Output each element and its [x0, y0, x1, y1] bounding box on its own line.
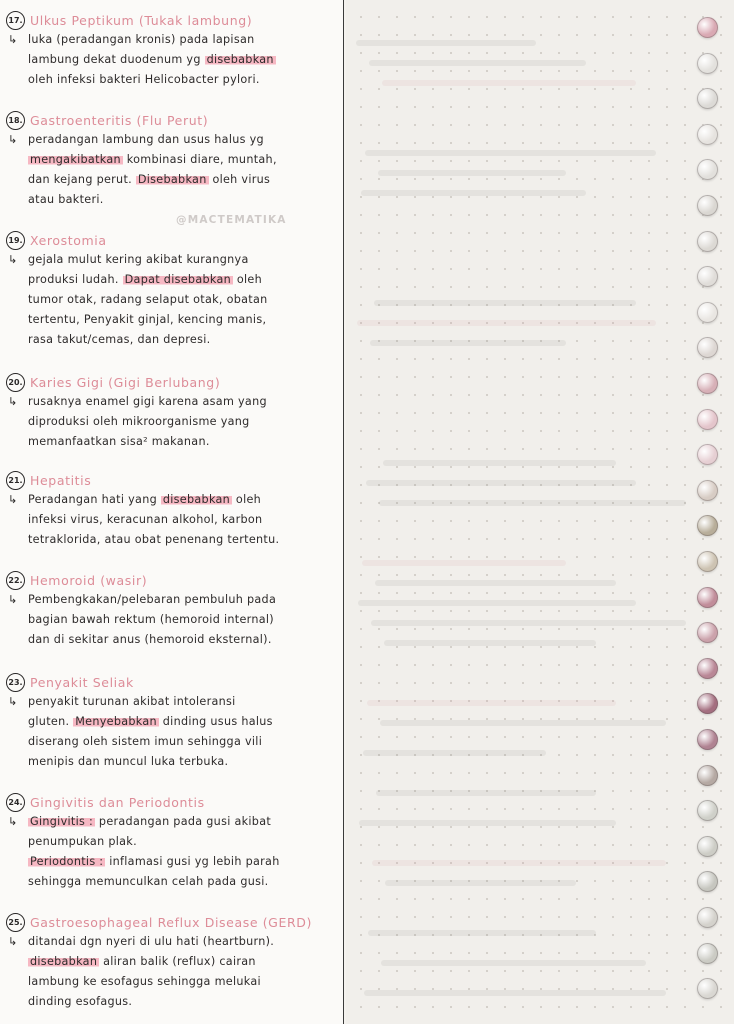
round-sticker: [697, 551, 718, 572]
highlighted-term: mengakibatkan: [30, 153, 121, 166]
arrow-icon: ↳: [8, 133, 18, 146]
show-through-text: [368, 930, 596, 936]
show-through-text: [358, 600, 636, 606]
entry-number: 19.: [6, 231, 25, 250]
entry-25: [6, 912, 342, 1012]
line-text: infeksi virus, keracunan alkohol, karbon: [28, 513, 263, 526]
line-text: lambung dekat duodenum yg: [28, 53, 205, 66]
entry-line: [6, 490, 342, 510]
arrow-icon: ↳: [8, 493, 18, 506]
entry-number: 18.: [6, 111, 25, 130]
line-text: penumpukan plak.: [28, 835, 137, 848]
round-sticker: [697, 836, 718, 857]
entry-title: Gastroesophageal Reflux Disease (GERD): [30, 914, 312, 930]
entry-title: Karies Gigi (Gigi Berlubang): [30, 374, 221, 390]
entry-line: [6, 992, 342, 1012]
entry-24: [6, 792, 342, 892]
line-text: rusaknya enamel gigi karena asam yang: [28, 395, 267, 408]
round-sticker: [697, 17, 718, 38]
line-text: Pembengkakan/pelebaran pembuluh pada: [28, 593, 277, 606]
entry-line: [6, 510, 342, 530]
entry-line: [6, 812, 342, 832]
entry-title: Gingivitis dan Periodontis: [30, 794, 205, 810]
show-through-text: [384, 640, 596, 646]
entry-line: [6, 752, 342, 772]
round-sticker: [697, 195, 718, 216]
entry-title: Gastroenteritis (Flu Perut): [30, 112, 209, 128]
line-text: inflamasi gusi yg lebih parah: [105, 855, 280, 868]
show-through-text: [364, 990, 666, 996]
highlighted-term: disebabkan: [162, 493, 231, 506]
entry-line: [6, 872, 342, 892]
entry-line: [6, 190, 342, 210]
line-text: gejala mulut kering akibat kurangnya: [28, 253, 249, 266]
line-text: peradangan pada gusi akibat: [95, 815, 272, 828]
round-sticker: [697, 53, 718, 74]
entry-number: 21.: [6, 471, 25, 490]
show-through-text: [380, 720, 666, 726]
entry-number: 24.: [6, 793, 25, 812]
entry-title-row: [6, 110, 342, 130]
line-text: dinding usus halus: [158, 715, 273, 728]
entry-line: [6, 392, 342, 412]
entry-17: [6, 10, 342, 90]
show-through-text: [362, 560, 566, 566]
round-sticker: [697, 302, 718, 323]
show-through-text: [366, 480, 636, 486]
entry-line: [6, 952, 342, 972]
round-sticker: [697, 907, 718, 928]
entry-line: [6, 30, 342, 50]
entry-number: 25.: [6, 913, 25, 932]
entry-line: [6, 432, 342, 452]
entry-number: 17.: [6, 11, 25, 30]
line-text: Peradangan hati yang: [28, 493, 161, 506]
entry-number: 20.: [6, 373, 25, 392]
line-text: peradangan lambung dan usus halus yg: [28, 133, 264, 146]
entry-title-row: [6, 230, 342, 250]
show-through-text: [383, 460, 616, 466]
show-through-text: [381, 960, 646, 966]
entry-line: [6, 932, 342, 952]
highlighted-term: Disebabkan: [137, 173, 207, 186]
arrow-icon: ↳: [8, 33, 18, 46]
entry-line: [6, 310, 342, 330]
highlighted-term: disebabkan: [206, 53, 274, 66]
line-text: dan kejang perut.: [28, 173, 136, 186]
show-through-text: [363, 750, 546, 756]
show-through-text: [357, 320, 656, 326]
entry-title: Penyakit Seliak: [30, 674, 134, 690]
line-text: oleh infeksi bakteri Helicobacter pylori.: [28, 73, 260, 86]
line-text: gluten.: [28, 715, 74, 728]
entry-19: [6, 230, 342, 350]
entry-title-row: [6, 792, 342, 812]
line-text: diproduksi oleh mikroorganisme yang: [28, 415, 250, 428]
line-text: bagian bawah rektum (hemoroid internal): [28, 613, 274, 626]
show-through-text: [359, 820, 616, 826]
show-through-text: [371, 620, 686, 626]
show-through-text: [382, 80, 636, 86]
line-text: dan di sekitar anus (hemoroid eksternal).: [28, 633, 272, 646]
entry-title-row: [6, 570, 342, 590]
entry-title-row: [6, 470, 342, 490]
highlighted-term: Dapat disebabkan: [124, 273, 232, 286]
line-text: oleh: [232, 493, 262, 506]
entry-line: [6, 330, 342, 350]
show-through-text: [369, 60, 586, 66]
entry-line: [6, 630, 342, 650]
entry-line: [6, 170, 342, 190]
entry-number: 22.: [6, 571, 25, 590]
entry-line: [6, 852, 342, 872]
entry-23: [6, 672, 342, 772]
show-through-text: [361, 190, 586, 196]
show-through-text: [375, 580, 616, 586]
round-sticker: [697, 587, 718, 608]
entry-line: [6, 712, 342, 732]
entry-title: Xerostomia: [30, 232, 107, 248]
highlighted-term: Periodontis :: [30, 855, 104, 868]
entry-line: [6, 50, 342, 70]
show-through-text: [365, 150, 656, 156]
round-sticker: [697, 729, 718, 750]
round-sticker: [697, 658, 718, 679]
arrow-icon: ↳: [8, 253, 18, 266]
round-sticker: [697, 943, 718, 964]
line-text: diserang oleh sistem imun sehingga vili: [28, 735, 263, 748]
entry-line: [6, 150, 342, 170]
entry-title-row: [6, 10, 342, 30]
line-text: tumor otak, radang selaput otak, obatan: [28, 293, 268, 306]
line-text: penyakit turunan akibat intoleransi: [28, 695, 236, 708]
show-through-text: [374, 300, 636, 306]
show-through-text: [356, 40, 536, 46]
line-text: tetraklorida, atau obat penenang tertentu.: [28, 533, 280, 546]
show-through-text: [378, 170, 566, 176]
round-sticker: [697, 124, 718, 145]
entry-line: [6, 130, 342, 150]
entry-line: [6, 290, 342, 310]
entry-title-row: [6, 912, 342, 932]
line-text: kombinasi diare, muntah,: [122, 153, 277, 166]
arrow-icon: ↳: [8, 935, 18, 948]
watermark: @MACTEMATIKA: [176, 214, 287, 226]
show-through-text: [370, 340, 566, 346]
highlighted-term: Menyebabkan: [75, 715, 157, 728]
show-through-text: [367, 700, 616, 706]
entry-line: [6, 732, 342, 752]
entry-line: [6, 530, 342, 550]
entry-number: 23.: [6, 673, 25, 692]
line-text: memanfaatkan sisa² makanan.: [28, 435, 210, 448]
line-text: aliran balik (reflux) cairan: [99, 955, 256, 968]
entry-20: [6, 372, 342, 452]
line-text: rasa takut/cemas, dan depresi.: [28, 333, 211, 346]
line-text: oleh virus: [208, 173, 271, 186]
entry-title-row: [6, 672, 342, 692]
line-text: lambung ke esofagus sehingga melukai: [28, 975, 261, 988]
entry-line: [6, 590, 342, 610]
arrow-icon: ↳: [8, 395, 18, 408]
line-text: menipis dan muncul luka terbuka.: [28, 755, 229, 768]
entry-line: [6, 972, 342, 992]
entry-title-row: [6, 372, 342, 392]
entry-line: [6, 270, 342, 290]
highlighted-term: Gingivitis :: [30, 815, 94, 828]
entry-line: [6, 692, 342, 712]
entry-line: [6, 250, 342, 270]
line-text: oleh: [233, 273, 262, 286]
round-sticker: [697, 409, 718, 430]
line-text: atau bakteri.: [28, 193, 104, 206]
line-text: tertentu, Penyakit ginjal, kencing manis,: [28, 313, 267, 326]
entry-line: [6, 70, 342, 90]
entry-18: [6, 110, 342, 210]
entry-22: [6, 570, 342, 650]
round-sticker: [697, 480, 718, 501]
entry-line: [6, 610, 342, 630]
entry-title: Hepatitis: [30, 472, 92, 488]
arrow-icon: ↳: [8, 593, 18, 606]
arrow-icon: ↳: [8, 815, 18, 828]
show-through-text: [379, 500, 686, 506]
show-through-text: [372, 860, 666, 866]
round-sticker: [697, 231, 718, 252]
round-sticker: [697, 373, 718, 394]
show-through-text: [385, 880, 576, 886]
notebook-right-page: [346, 0, 734, 1024]
line-text: ditandai dgn nyeri di ulu hati (heartburn).: [28, 935, 275, 948]
entry-21: [6, 470, 342, 550]
entry-line: [6, 832, 342, 852]
highlighted-term: disebabkan: [30, 955, 98, 968]
line-text: luka (peradangan kronis) pada lapisan: [28, 33, 255, 46]
line-text: sehingga memunculkan celah pada gusi.: [28, 875, 269, 888]
arrow-icon: ↳: [8, 695, 18, 708]
entry-title: Ulkus Peptikum (Tukak lambung): [30, 12, 253, 28]
entry-line: [6, 412, 342, 432]
entry-title: Hemoroid (wasir): [30, 572, 148, 588]
show-through-text: [376, 790, 596, 796]
round-sticker: [697, 765, 718, 786]
line-text: dinding esofagus.: [28, 995, 133, 1008]
line-text: produksi ludah.: [28, 273, 123, 286]
